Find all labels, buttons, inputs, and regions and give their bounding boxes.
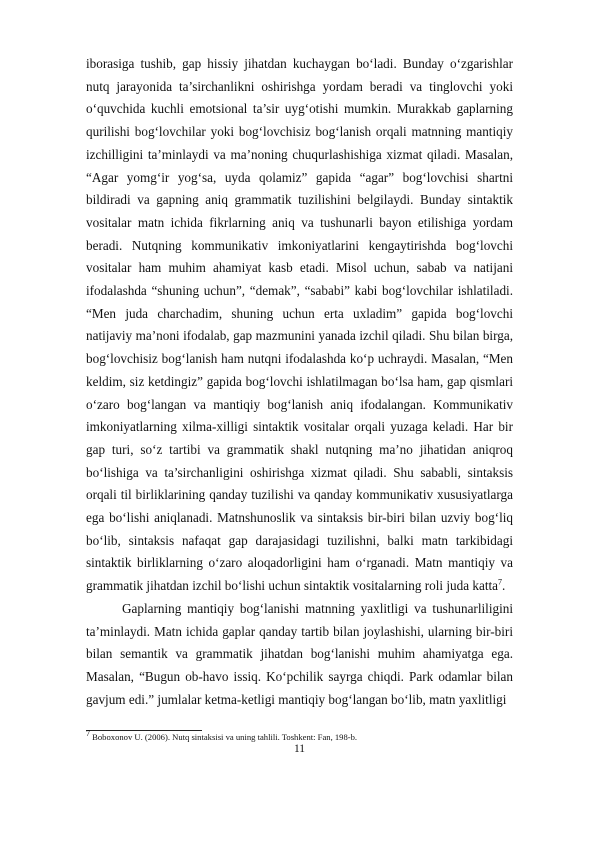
paragraph-1-end: . <box>502 578 506 594</box>
paragraph-1-text: iborasiga tushib, gap hissiy jihatdan kuchaygan bo‘ladi. Bunday o‘zgarishlar nutq jarayonida ta’sirchanlikni oshirishga yordam beradi va tinglovchi yoki o‘quvchida kuchli emotsional ta’sir uyg‘otishi mumkin. Murakkab gaplarning qurilishi bog‘lovchilar yoki bog‘lovchisiz bog‘lanish orqali matnning mantiqiy izchilligini ta’minlaydi va ma’noning chuqurlashishiga xizmat qiladi. Masalan, “Agar yomg‘ir yog‘sa, uyda qolamiz” gapida “agar” bog‘lovchisi shartni bildiradi va gapning aniq grammatik tuzilishini belgilaydi. Bunday sintaktik vositalar matn ichida fikrlarning aniq va tushunarli bayon etilishiga yordam beradi. Nutqning kommunikativ imkoniyatlarini kengaytirishda bog‘lovchi vositalar ham muhim ahamiyat kasb etadi. Misol uchun, sabab va natijani ifodalashda “shuning uchun”, “demak”, “sababi” kabi bog‘lovchilar ishlatiladi. “Men juda charchadim, shuning uchun erta uxladim” gapida bog‘lovchi natijaviy ma’noni ifodalab, gap mazmunini yanada izchil qiladi. Shu bilan birga, bog‘lovchisiz bog‘lanish ham nutqni ifodalashda ko‘p uchraydi. Masalan, “Men keldim, siz ketdingiz” gapida bog‘lovchi ishlatilmagan bo‘lsa ham, gap qismlari o‘zaro bog‘langan va mantiqiy bog‘lanish aniq ifodalangan. Kommunikativ imkoniyatlarning xilma-xilligi sintaktik vositalar orqali yuzaga keladi. Har bir gap turi, so‘z tartibi va grammatik shakl nutqning ma’no jihatidan aniqroq bo‘lishiga va ta’sirchanligini oshirishga xizmat qiladi. Shu sababli, sintaksis orqali til birliklarining qanday tuzilishi va qanday kommunikativ xususiyatlarga ega bo‘lishi aniqlanadi. Matnshunoslik va sintaksis bir-biri bilan uzviy bog‘liq bo‘lib, sintaksis nafaqat gap darajasidagi tuzilishni, balki matn tarkibidagi sintaktik birliklarning o‘zaro aloqadorligini ham o‘rganadi. Matn mantiqiy va grammatik jihatdan izchil bo‘lishi uchun sintaktik vositalarning roli juda katta <box>86 56 513 594</box>
body-text <box>86 53 513 711</box>
footnote <box>86 729 513 743</box>
footnote-marker: 7 <box>86 729 90 739</box>
footnote-separator <box>86 730 202 731</box>
page-number: 11 <box>293 743 306 755</box>
paragraph-2: Gaplarning mantiqiy bog‘lanishi matnning yaxlitligi va tushunarliligini ta’minlaydi. Matn ichida gaplar qanday tartib bilan joylashishi, ularning bir-biri bilan semantik va grammatik jihatdan bog‘lanishi muhim ahamiyatga ega. Masalan, “Bugun ob-havo issiq. Ko‘pchilik sayrga chiqdi. Park odamlar bilan gavjum edi.” jumlalar ketma-ketligi mantiqiy bog‘langan bo‘lib, matn yaxlitligi <box>86 600 513 707</box>
footnote-text: Boboxonov U. (2006). Nutq sintaksisi va uning tahlili. Toshkent: Fan, 198-b. <box>90 732 358 742</box>
footnote-reference[interactable]: 7 <box>498 577 503 587</box>
paragraph-1 <box>86 53 513 598</box>
